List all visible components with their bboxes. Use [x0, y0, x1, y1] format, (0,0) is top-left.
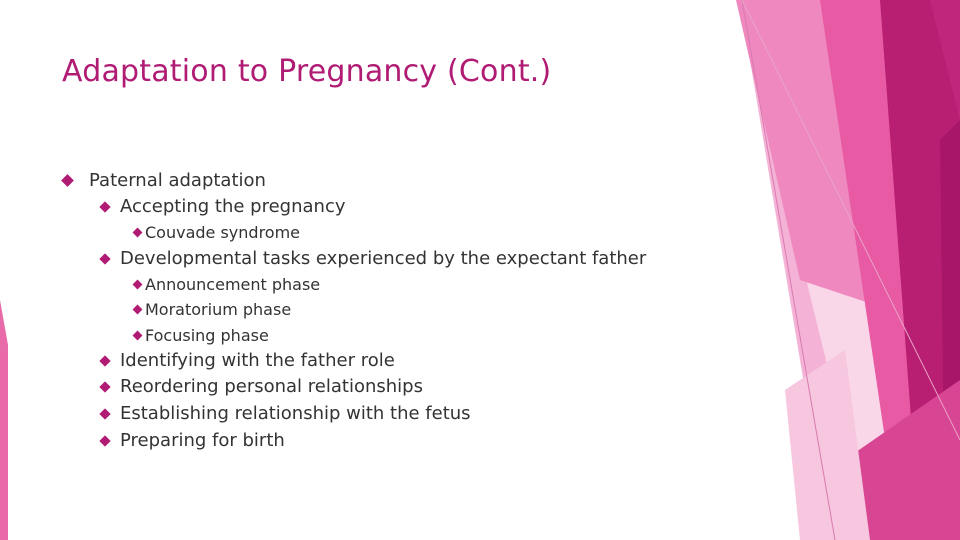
list-item-text: Accepting the pregnancy: [120, 196, 346, 217]
list-item: [133, 300, 291, 319]
diamond-bullet-icon: [133, 331, 143, 341]
diamond-bullet-icon: [133, 228, 143, 238]
list-item-text: Reordering personal relationships: [120, 376, 423, 397]
list-item-text: Preparing for birth: [120, 430, 285, 451]
list-item: [100, 196, 346, 217]
list-item: [133, 275, 320, 294]
list-item-text: Announcement phase: [145, 275, 321, 294]
slide-title: Adaptation to Pregnancy (Cont.): [62, 54, 552, 89]
diamond-bullet-icon: [99, 253, 110, 264]
list-item-text: Developmental tasks experienced by the expectant father: [120, 248, 647, 269]
list-item-text: Identifying with the father role: [120, 350, 395, 371]
list-item-text: Paternal adaptation: [89, 170, 266, 191]
list-item-text: Establishing relationship with the fetus: [120, 403, 471, 424]
diamond-bullet-icon: [99, 201, 110, 212]
diamond-bullet-icon: [99, 408, 110, 419]
diamond-bullet-icon: [61, 174, 74, 187]
diamond-bullet-icon: [133, 305, 143, 315]
list-item: [100, 403, 471, 424]
list-item: [100, 350, 395, 371]
list-item: [133, 223, 300, 242]
list-item-text: Focusing phase: [145, 326, 269, 345]
list-item: [62, 170, 266, 191]
diamond-bullet-icon: [99, 435, 110, 446]
diamond-bullet-icon: [99, 355, 110, 366]
list-item: [133, 326, 269, 345]
list-item: [100, 376, 423, 397]
diamond-bullet-icon: [133, 280, 143, 290]
list-item-text: Couvade syndrome: [145, 223, 301, 242]
diamond-bullet-icon: [99, 381, 110, 392]
list-item: [100, 430, 285, 451]
list-item: [100, 248, 646, 269]
list-item-text: Moratorium phase: [145, 300, 292, 319]
